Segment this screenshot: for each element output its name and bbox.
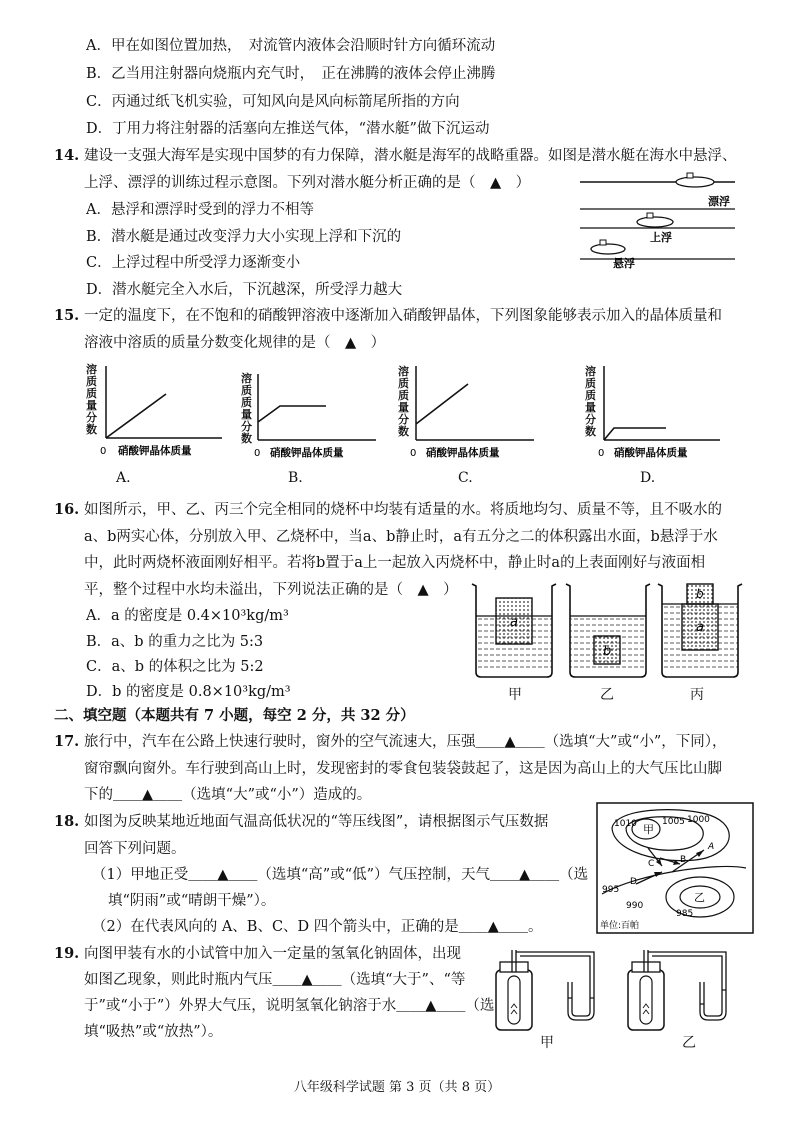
q19-line4: 填“吸热”或“放热”）。 <box>84 1024 223 1040</box>
graph-b-xlabel: 硝酸钾晶体质量 <box>270 447 344 459</box>
beaker-label-bing: 丙 <box>690 687 704 703</box>
graph-a-curve <box>106 394 166 438</box>
block-a-label-jia: a <box>510 615 518 630</box>
graph-c-ylabel: 溶质质量分数 <box>398 365 409 438</box>
q16-stem-line4: 平，整个过程中水均未溢出，下列说法正确的是（ ▲ ） <box>84 582 458 598</box>
label-float: 漂浮 <box>708 195 730 208</box>
q16-stem-line1: 如图所示，甲、乙、丙三个完全相同的烧杯中均装有适量的水。将质地均匀、质量不等，且不吸水的 <box>84 502 722 518</box>
q18-number: 18. <box>54 813 80 830</box>
label-1000: 1000 <box>687 815 710 825</box>
q18-line3: （1）甲地正受＿＿▲＿＿（选填“高”或“低”）气压控制，天气＿＿▲＿＿（选 <box>92 867 589 883</box>
q18-line2: 回答下列问题。 <box>84 841 186 857</box>
q14-option-a: A．悬浮和漂浮时受到的浮力不相等 <box>86 202 314 218</box>
q15-stem-line2: 溶液中溶质的质量分数变化规律的是（ ▲ ） <box>84 335 386 351</box>
label-985: 985 <box>676 909 694 919</box>
graph-d-label: D. <box>640 470 656 486</box>
apparatus-label-yi: 乙 <box>682 1035 696 1051</box>
q13-option-a: A．甲在如图位置加热， 对流管内液体会沿顺时针方向循环流动 <box>86 38 496 54</box>
label-arrow-c: C <box>648 859 655 869</box>
beaker-yi <box>566 584 650 677</box>
q14-stem-line1: 建设一支强大海军是实现中国梦的有力保障，潜水艇是海军的战略重器。如图是潜水艇在海水中悬浮、 <box>84 148 737 164</box>
submarine-rising <box>637 213 673 227</box>
q18-line1: 如图为反映某地近地面气温高低状况的“等压线图”，请根据图示气压数据 <box>84 814 549 830</box>
apparatus-jia <box>490 942 608 1034</box>
graph-b-ylabel: 溶质质量分数 <box>241 372 252 445</box>
graph-d-xlabel: 硝酸钾晶体质量 <box>614 447 688 459</box>
label-arrow-d: D <box>630 877 637 887</box>
graph-d-curve <box>604 428 666 440</box>
graph-c-label: C. <box>458 470 473 486</box>
label-990: 990 <box>626 901 644 911</box>
label-995: 995 <box>602 885 620 895</box>
apparatus-label-jia: 甲 <box>540 1035 554 1051</box>
q19-line3: 于”或“小于”）外界大气压，说明氢氧化钠溶于水＿＿▲＿＿（选 <box>84 998 495 1014</box>
q14-option-d: D．潜水艇完全入水后，下沉越深，所受浮力越大 <box>86 282 403 298</box>
block-b-label-yi: b <box>603 644 612 659</box>
q16-number: 16. <box>54 501 80 518</box>
q19-line1: 向图甲装有水的小试管中加入一定量的氢氧化钠固体，出现 <box>84 946 461 962</box>
label-arrow-b: B <box>680 855 687 865</box>
q17-line3: 下的＿＿▲＿＿（选填“大”或“小”）造成的。 <box>84 787 372 803</box>
q16-option-d: D．b 的密度是 0.8×10³kg/m³ <box>86 684 291 700</box>
isobar-map <box>596 802 754 934</box>
q14-option-b: B．潜水艇是通过改变浮力大小实现上浮和下沉的 <box>86 229 402 245</box>
graph-c <box>394 362 544 465</box>
q13-option-c: C．丙通过纸飞机实验，可知风向是风向标箭尾所指的方向 <box>86 94 460 110</box>
q14-number: 14. <box>54 147 80 164</box>
block-a-label-bing: a <box>696 620 704 635</box>
submarine-suspended <box>591 240 625 254</box>
q16-stem-line3: 中，此时两烧杯液面刚好相平。若将b置于a上一起放入丙烧杯中，静止时a的上表面刚好与液面相 <box>84 555 706 571</box>
label-jia: 甲 <box>643 823 654 836</box>
label-yi: 乙 <box>694 891 705 904</box>
graph-d-origin: 0 <box>598 448 605 459</box>
q16-option-b: B．a、b 的重力之比为 5:3 <box>86 634 264 650</box>
graph-c-origin: 0 <box>410 448 417 459</box>
label-suspend: 悬浮 <box>613 257 635 270</box>
q16-stem-line2: a、b两实心体，分别放入甲、乙烧杯中，当a、b静止时，a有五分之二的体积露出水面，b悬浮于水 <box>84 529 718 545</box>
submarine-figure <box>575 168 740 278</box>
graph-a-label: A. <box>116 470 131 486</box>
q17-number: 17. <box>54 733 80 750</box>
q14-stem-line2: 上浮、漂浮的训练过程示意图。下列对潜水艇分析正确的是（ ▲ ） <box>84 175 531 191</box>
q19-number: 19. <box>54 945 80 962</box>
label-unit: 单位:百帕 <box>600 921 640 931</box>
label-arrow-a: A <box>708 842 715 852</box>
beaker-jia <box>472 584 556 677</box>
graph-a-origin: 0 <box>100 446 107 457</box>
page-footer: 八年级科学试题 第 3 页（共 8 页） <box>293 1080 501 1095</box>
q13-option-d: D．丁用力将注射器的活塞向左推送气体，“潜水艇”做下沉运动 <box>86 121 490 137</box>
graph-b-label: B. <box>288 470 303 486</box>
graph-c-xlabel: 硝酸钾晶体质量 <box>426 447 500 459</box>
q15-number: 15. <box>54 307 80 324</box>
section-2-heading: 二、填空题（本题共有 7 小题，每空 2 分，共 32 分） <box>54 707 415 724</box>
q14-option-c: C．上浮过程中所受浮力逐渐变小 <box>86 255 301 271</box>
label-1005: 1005 <box>662 817 685 827</box>
beaker-label-yi: 乙 <box>600 687 614 703</box>
graph-a-xlabel: 硝酸钾晶体质量 <box>118 445 192 457</box>
graph-a-ylabel: 溶质质量分数 <box>86 363 97 436</box>
beakers-figure <box>466 580 756 680</box>
graph-b-origin: 0 <box>254 448 261 459</box>
q19-line2: 如图乙现象，则此时瓶内气压＿＿▲＿＿（选填“大于”、“等 <box>84 972 466 988</box>
q17-line2: 窗帘飘向窗外。车行驶到高山上时，发现密封的零食包装袋鼓起了，这是因为高山上的大气压比山脚 <box>84 761 722 777</box>
graph-a <box>82 360 232 465</box>
graph-b <box>236 370 386 465</box>
q18-line5: （2）在代表风向的 A、B、C、D 四个箭头中，正确的是＿＿▲＿＿。 <box>92 919 543 935</box>
q15-stem-line1: 一定的温度下，在不饱和的硝酸钾溶液中逐渐加入硝酸钾晶体，下列图象能够表示加入的晶体质量和 <box>84 308 722 324</box>
apparatus-yi <box>622 942 740 1034</box>
q16-option-a: A．a 的密度是 0.4×10³kg/m³ <box>86 608 289 624</box>
beaker-label-jia: 甲 <box>508 687 522 703</box>
q13-option-b: B．乙当用注射器向烧瓶内充气时， 正在沸腾的液体会停止沸腾 <box>86 66 496 82</box>
graph-c-curve <box>416 384 468 424</box>
q18-line4: 填“阴雨”或“晴朗干燥”）。 <box>108 893 276 909</box>
label-rise: 上浮 <box>650 231 672 244</box>
block-b-label-bing: b <box>696 587 704 601</box>
graph-d <box>580 362 730 465</box>
q17-line1: 旅行中，汽车在公路上快速行驶时，窗外的空气流速大，压强＿＿▲＿＿（选填“大”或“小”，下同）， <box>84 734 727 750</box>
graph-b-curve <box>258 406 326 422</box>
submarine-floating <box>676 173 714 187</box>
label-1010: 1010 <box>614 819 637 829</box>
beaker-bing <box>658 584 742 677</box>
graph-d-ylabel: 溶质质量分数 <box>585 365 596 438</box>
q16-option-c: C．a、b 的体积之比为 5:2 <box>86 659 264 675</box>
